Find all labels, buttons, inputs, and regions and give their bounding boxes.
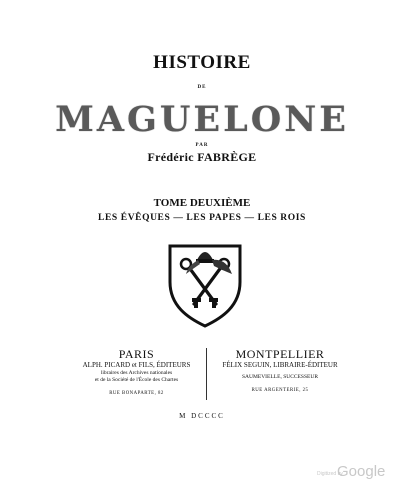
column-divider <box>206 348 207 400</box>
digitized-by-text: Digitized by <box>317 471 343 477</box>
publication-date: M DCCCC <box>179 412 225 420</box>
title-histoire: HISTOIRE <box>153 52 251 73</box>
coat-of-arms-icon <box>166 240 244 328</box>
volume-label: TOME DEUXIÈME <box>153 197 251 209</box>
google-logo: Google <box>337 463 386 480</box>
title-maguelone: MAGUELONE <box>55 99 349 140</box>
title-par: PAR <box>195 143 209 148</box>
title-de: DE <box>197 85 207 90</box>
publisher-address-paris: RUE BONAPARTE, 82 <box>109 391 164 396</box>
publisher-desc-2: et de la Société de l'École des Chartes <box>94 377 179 383</box>
publisher-montpellier <box>210 348 350 394</box>
publisher-desc-1: libraires des Archives nationales <box>100 370 173 376</box>
publisher-paris <box>70 348 203 397</box>
publisher-successor: SAUMEVIELLE, SUCCESSEUR <box>241 374 319 380</box>
publisher-name-montpellier: FÉLIX SEGUIN, LIBRAIRE-ÉDITEUR <box>222 361 338 369</box>
publisher-city-montpellier: MONTPELLIER <box>235 347 325 361</box>
publisher-address-montpellier: RUE ARGENTERIE, 25 <box>251 388 309 393</box>
subtitle: LES ÉVÊQUES — LES PAPES — LES ROIS <box>98 213 306 223</box>
publisher-city-paris: PARIS <box>118 347 155 361</box>
author-name: Frédéric FABRÈGE <box>147 150 257 164</box>
publisher-name-paris: ALPH. PICARD et FILS, ÉDITEURS <box>82 361 191 369</box>
